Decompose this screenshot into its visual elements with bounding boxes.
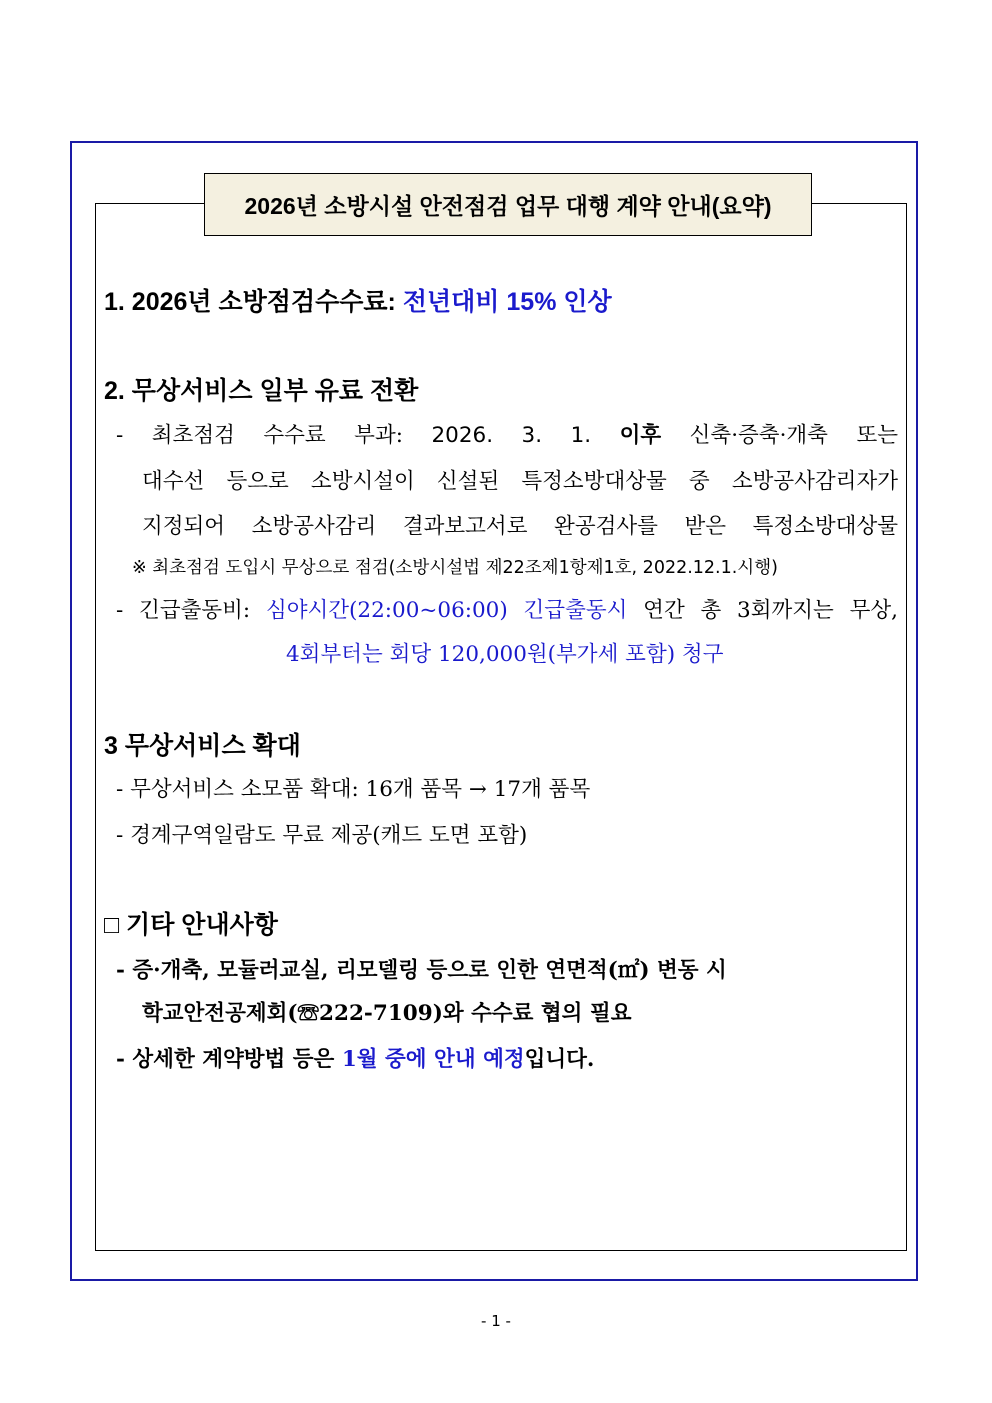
document-title-text: 2026년 소방시설 안전점검 업무 대행 계약 안내(요약) <box>244 193 772 219</box>
section-4-item-1-line-2 <box>142 996 631 1027</box>
list-item: 학교안전공제회(☏222-7109)와 수수료 협의 필요 <box>142 1001 632 1026</box>
section-2-item-2-line-2 <box>286 637 723 668</box>
after-word: 이후 <box>619 423 662 448</box>
item-label: 최초점검 수수료 부과: <box>151 423 403 448</box>
list-item-prefix: - 상세한 계약방법 등은 <box>116 1047 335 1072</box>
page-number-text: - 1 - <box>481 1312 511 1330</box>
section-2-note <box>132 554 778 579</box>
section-1-label: 1. 2026년 소방점검수수료: <box>104 288 396 316</box>
list-item: - 증·개축, 모듈러교실, 리모델링 등으로 인한 연면적(㎡) 변동 시 <box>116 958 727 983</box>
section-1-heading <box>104 282 612 318</box>
section-3-heading-text: 3 무상서비스 확대 <box>104 732 301 760</box>
item-highlight-1: 심야시간(22:00~06:00) 긴급출동시 <box>265 598 628 623</box>
section-2-heading-text: 2. 무상서비스 일부 유료 전환 <box>104 377 419 405</box>
dash: - <box>116 423 124 448</box>
item-rest: 신축·증축·개축 또는 <box>689 423 898 448</box>
document-title <box>204 173 812 236</box>
list-item: - 무상서비스 소모품 확대: 16개 품목 → 17개 품목 <box>116 777 591 802</box>
section-4-heading <box>104 905 278 941</box>
list-item-highlight: 1월 중에 안내 예정 <box>341 1047 525 1072</box>
page-number <box>0 1312 992 1330</box>
list-item-suffix: 입니다. <box>524 1047 595 1072</box>
section-2-heading <box>104 371 418 407</box>
section-2-item-2-line-1 <box>116 593 898 624</box>
item-highlight-2: 4회부터는 회당 120,000원(부가세 포함) 청구 <box>286 642 724 667</box>
item-rest: 연간 총 3회까지는 무상, <box>643 598 898 623</box>
effective-date: 2026. 3. 1. <box>431 423 592 448</box>
list-item: - 경계구역일람도 무료 제공(캐드 도면 포함) <box>116 823 528 848</box>
item-line-3: 지정되어 소방공사감리 결과보고서로 완공검사를 받은 특정소방대상물 <box>142 514 898 539</box>
item-label: 긴급출동비: <box>139 598 251 623</box>
section-2-item-1-line-2 <box>142 464 898 495</box>
item-line-2: 대수선 등으로 소방시설이 신설된 특정소방대상물 중 소방공사감리자가 <box>142 469 898 494</box>
dash: - <box>116 598 124 623</box>
section-2-item-1-line-3 <box>142 509 898 540</box>
section-3-item-2 <box>116 818 527 849</box>
section-3-heading <box>104 726 301 762</box>
section-4-item-1-line-1 <box>116 953 727 984</box>
section-4-item-2 <box>116 1042 594 1073</box>
section-3-item-1 <box>116 772 590 803</box>
section-1-highlight: 전년대비 15% 인상 <box>402 288 612 316</box>
note-text: ※ 최초점검 도입시 무상으로 점검(소방시설법 제22조제1항제1호, 2022.12.1.시행) <box>132 558 778 578</box>
section-4-heading-text: □ 기타 안내사항 <box>104 911 278 939</box>
section-2-item-1-line-1 <box>116 418 898 449</box>
